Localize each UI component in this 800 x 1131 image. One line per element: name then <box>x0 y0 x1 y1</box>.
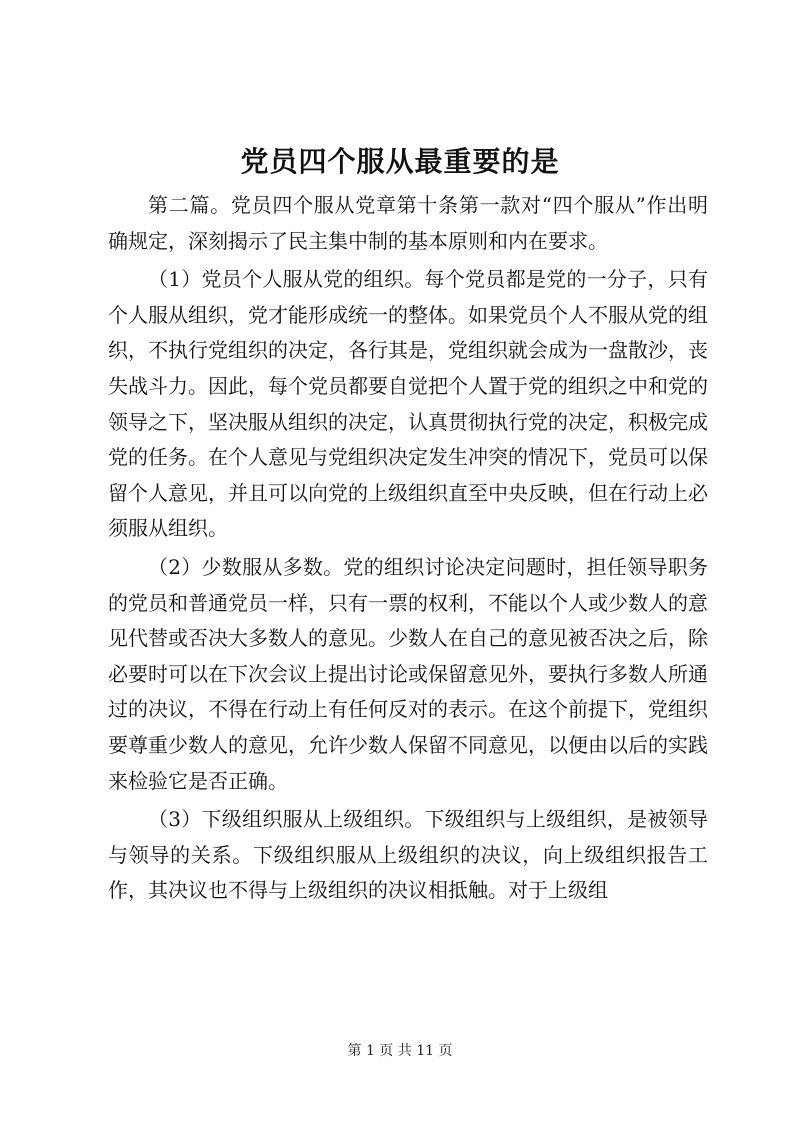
paragraph-item-2: （2）少数服从多数。党的组织讨论决定问题时，担任领导职务的党员和普通党员一样，只有一票的权利，不能以个人或少数人的意见代替或否决大多数人的意见。少数人在自己的意见被否决之后，除必要时可以在下次会议上提出讨论或保留意见外，要执行多数人所通过的决议，不得在行动上有任何反对的表示。在这个前提下，党组织要尊重少数人的意见，允许少数人保留不同意见，以便由以后的实践来检验它是否正确。 <box>108 554 708 793</box>
paragraph-item-1: （1）党员个人服从党的组织。每个党员都是党的一分子，只有个人服从组织，党才能形成统一的整体。如果党员个人不服从党的组织，不执行党组织的决定，各行其是，党组织就会成为一盘散沙，丧失战斗力。因此，每个党员都要自觉把个人置于党的组织之中和党的领导之下，坚决服从组织的决定，认真贯彻执行党的决定，积极完成党的任务。在个人意见与党组织决定发生冲突的情况下，党员可以保留个人意见，并且可以向党的上级组织直至中央反映，但在行动上必须服从组织。 <box>108 267 708 541</box>
paragraph-intro: 第二篇。党员四个服从党章第十条第一款对“四个服从”作出明确规定，深刻揭示了民主集中制的基本原则和内在要求。 <box>108 193 708 253</box>
page-title: 党员四个服从最重要的是 <box>240 145 560 178</box>
page-number-footer: 第 1 页 共 11 页 <box>347 1043 453 1059</box>
paragraph-item-3: （3）下级组织服从上级组织。下级组织与上级组织，是被领导与领导的关系。下级组织服从上级组织的决议，向上级组织报告工作，其决议也不得与上级组织的决议相抵触。对于上级组 <box>108 807 708 903</box>
document-body <box>108 188 708 909</box>
